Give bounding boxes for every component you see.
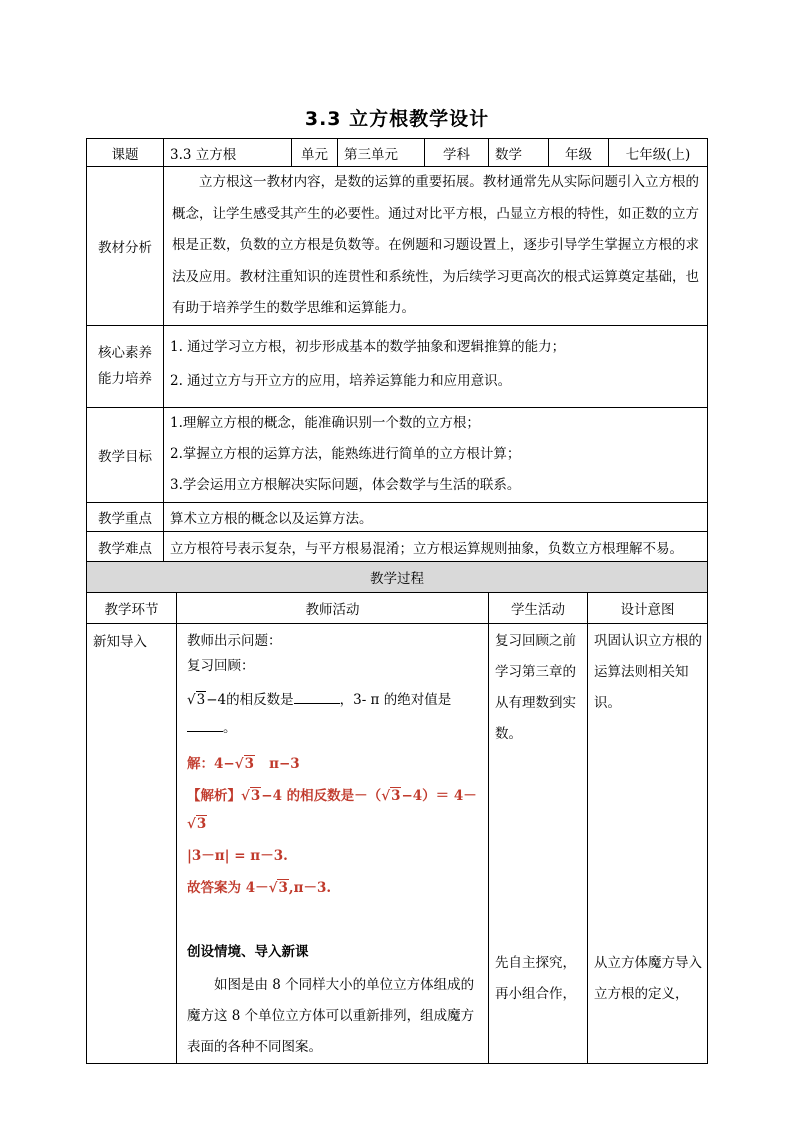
teacher-cell: [177, 624, 489, 1064]
student-text-1: 复习回顾之前学习第三章的从有理数到实数。: [495, 633, 576, 742]
grade-label: 年级: [549, 139, 609, 167]
process-table: [86, 561, 708, 1064]
sqrt-symbol: √3: [241, 788, 261, 804]
difficulties-row: [87, 531, 708, 563]
intent-text-1: 巩固认识立方根的运算法则相关知识。: [594, 633, 702, 711]
process-body-row: [87, 624, 708, 1064]
sqrt-symbol: √3: [187, 692, 206, 708]
final-line: [187, 874, 482, 902]
objective-item-2: 2.掌握立方根的运算方法，能熟练进行简单的立方根计算；: [170, 446, 521, 462]
literacy-label-1: 核心素养: [98, 345, 152, 361]
literacy-item-2: 2. 通过立方与开立方的应用，培养运算能力和应用意识。: [170, 372, 512, 389]
sqrt-symbol: √3: [268, 880, 288, 896]
scene-subtitle: 创设情境、导入新课: [187, 944, 309, 960]
scene-text: 如图是由 8 个同样大小的单位立方体组成的魔方这 8 个单位立方体可以重新排列，组成魔方表面的各种不同图案。: [187, 977, 475, 1055]
col-stage: 教学环节: [87, 593, 177, 624]
subject-value: 数学: [489, 139, 549, 167]
question-text-2: ，3- π 的绝对值是: [339, 692, 452, 708]
topic-label: 课题: [87, 139, 164, 167]
col-intent: 设计意图: [588, 593, 708, 624]
literacy-item-1: 1. 通过学习立方根，初步形成基本的数学抽象和逻辑推算的能力；: [170, 338, 566, 355]
final-prefix: 故答案为 4－: [187, 880, 269, 896]
process-header-row: [87, 562, 708, 593]
intent-text-2: 从立方体魔方导入立方根的定义，: [594, 955, 702, 1002]
difficulties-text: 立方根符号表示复杂，与平方根易混淆；立方根运算规则抽象，负数立方根理解不易。: [164, 531, 708, 563]
col-teacher: 教师活动: [177, 593, 489, 624]
intent-cell: [588, 624, 708, 1064]
answer-prefix: 解：4−: [187, 756, 235, 772]
sqrt-symbol: √3: [381, 788, 401, 804]
info-table: [86, 138, 708, 564]
answer-tail: π−3: [269, 756, 300, 772]
question-text: −4的相反数是: [206, 692, 294, 708]
question-line: [187, 686, 482, 714]
analysis-row: [87, 167, 708, 326]
answer-line: [187, 750, 482, 778]
unit-label: 单元: [292, 139, 338, 167]
literacy-label-2: 能力培养: [98, 371, 152, 387]
analysis-mid-2: −4）＝ 4－: [401, 788, 477, 804]
teacher-line2: 复习回顾：: [187, 658, 255, 674]
sqrt-symbol: √3: [187, 816, 207, 832]
key-points-row: [87, 502, 708, 531]
process-column-row: [87, 593, 708, 624]
answer-blank-2: [187, 717, 223, 732]
info-row: [87, 139, 708, 167]
teacher-line1: 教师出示问题：: [187, 633, 282, 649]
abs-line: |3－π| = π－3.: [187, 848, 288, 864]
objectives-row: [87, 407, 708, 502]
analysis-text: 立方根这一教材内容，是数的运算的重要拓展。教材通常先从实际问题引入立方根的概念，让学生感受其产生的必要性。通过对比平方根，凸显立方根的特性，如正数的立方根是正数，负数的立方根是负数等。在例题和习题设置上，逐步引导学生掌握立方根的求法及应用。教材注重知识的连贯性和系统性，为后续学习更高次的根式运算奠定基础，也有助于培养学生的数学思维和运算能力。: [172, 174, 699, 316]
student-cell: [489, 624, 588, 1064]
question-end: 。: [223, 720, 237, 736]
objectives-label: 教学目标: [87, 407, 164, 502]
topic-value: 3.3 立方根: [164, 139, 292, 167]
objective-item-1: 1.理解立方根的概念，能准确识别一个数的立方根；: [170, 415, 480, 431]
analysis-line: [187, 782, 482, 838]
page-title: 3.3 立方根教学设计: [304, 108, 490, 130]
process-header: 教学过程: [87, 562, 708, 593]
analysis-prefix: 【解析】: [187, 788, 241, 804]
subject-label: 学科: [425, 139, 489, 167]
analysis-mid: −4 的相反数是－（: [261, 788, 382, 804]
difficulties-label: 教学难点: [87, 531, 164, 563]
answer-blank-1: [294, 689, 340, 704]
objective-item-3: 3.学会运用立方根解决实际问题，体会数学与生活的联系。: [170, 477, 521, 493]
grade-value: 七年级(上): [609, 139, 708, 167]
final-tail: ,π－3.: [288, 880, 332, 896]
sqrt-symbol: √3: [234, 756, 254, 772]
analysis-label: 教材分析: [87, 167, 164, 326]
col-student: 学生活动: [489, 593, 588, 624]
unit-value: 第三单元: [338, 139, 425, 167]
literacy-row: [87, 325, 708, 407]
student-text-2: 先自主探究，再小组合作，: [495, 955, 576, 1002]
question-line-end: [187, 714, 482, 742]
stage-cell: 新知导入: [87, 624, 177, 1064]
key-points-label: 教学重点: [87, 502, 164, 531]
key-points-text: 算术立方根的概念以及运算方法。: [164, 502, 708, 531]
